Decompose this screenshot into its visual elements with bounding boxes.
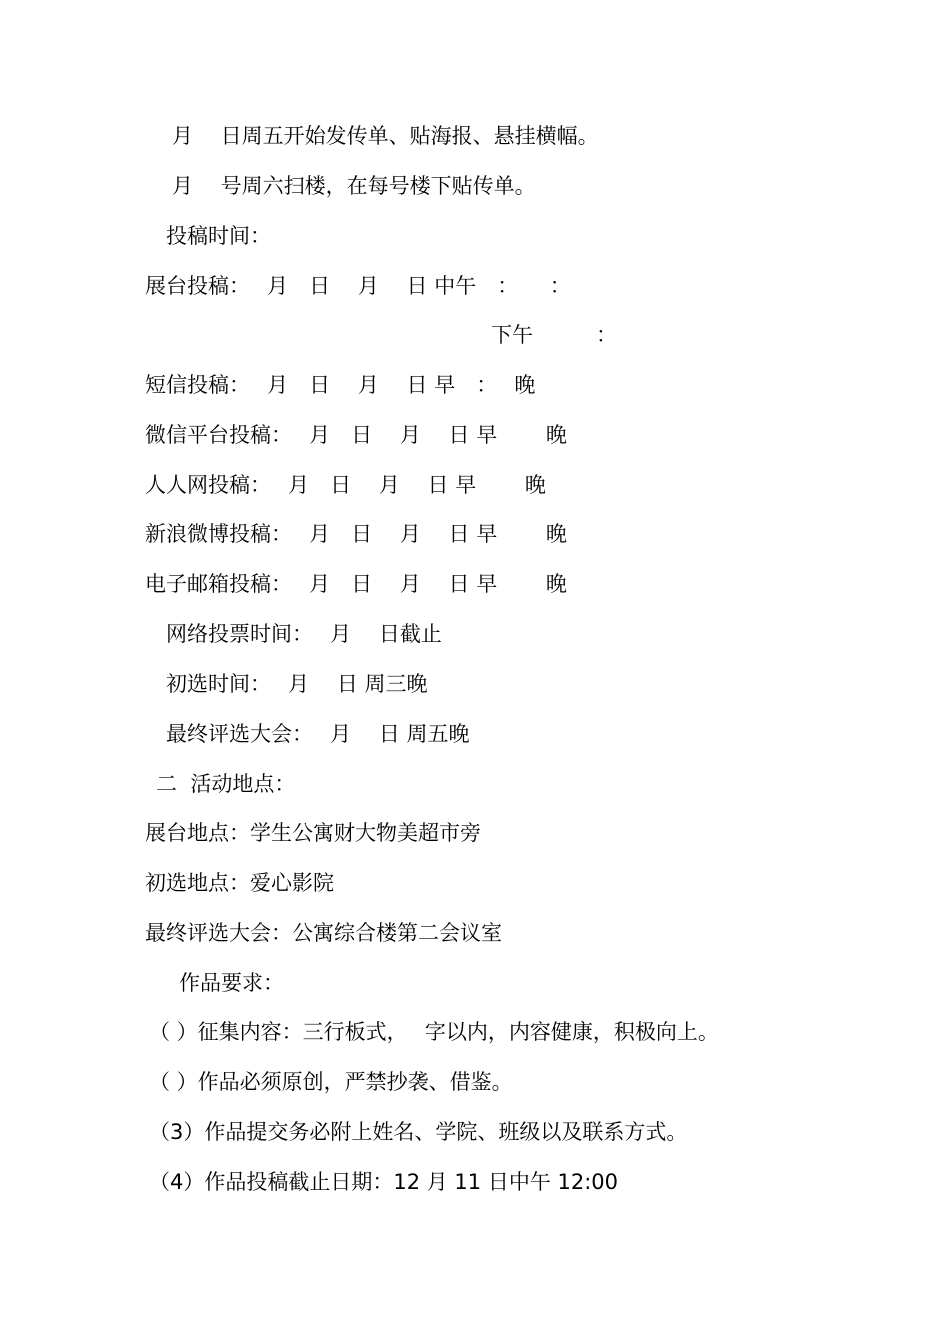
line-preliminary-time: 初选时间： 月 日 周三晚 [166,672,428,696]
line-flyer-schedule: 月 日周五开始发传单、贴海报、悬挂横幅。 [172,124,599,148]
requirement-1: （ ）征集内容：三行板式， 字以内，内容健康，积极向上。 [149,1020,719,1044]
line-sms-submission: 短信投稿： 月 日 月 日 早 ： 晚 [145,373,536,397]
requirement-2: （ ）作品必须原创，严禁抄袭、借鉴。 [149,1070,513,1094]
line-booth-submission: 展台投稿： 月 日 月 日 中午 ： ： [145,274,571,298]
heading-submission-time: 投稿时间： [166,224,271,248]
heading-venue: 二 活动地点： [156,772,296,796]
requirement-3: （3）作品提交务必附上姓名、学院、班级以及联系方式。 [149,1120,688,1144]
line-booth-afternoon: 下午 ： [491,323,617,347]
line-weibo-submission: 新浪微博投稿： 月 日 月 日 早 晚 [145,522,567,546]
requirement-4: （4）作品投稿截止日期：12 月 11 日中午 12:00 [149,1170,619,1194]
line-online-vote-time: 网络投票时间： 月 日截止 [166,622,442,646]
line-email-submission: 电子邮箱投稿： 月 日 月 日 早 晚 [145,572,567,596]
line-final-venue: 最终评选大会：公寓综合楼第二会议室 [145,921,502,945]
line-booth-venue: 展台地点：学生公寓财大物美超市旁 [145,821,481,845]
line-renren-submission: 人人网投稿： 月 日 月 日 早 晚 [145,473,546,497]
line-final-meeting-time: 最终评选大会： 月 日 周五晚 [166,722,470,746]
line-preliminary-venue: 初选地点：爱心影院 [145,871,334,895]
line-building-sweep: 月 号周六扫楼，在每号楼下贴传单。 [172,174,536,198]
heading-work-requirements: 作品要求： [179,971,284,995]
line-wechat-submission: 微信平台投稿： 月 日 月 日 早 晚 [145,423,567,447]
